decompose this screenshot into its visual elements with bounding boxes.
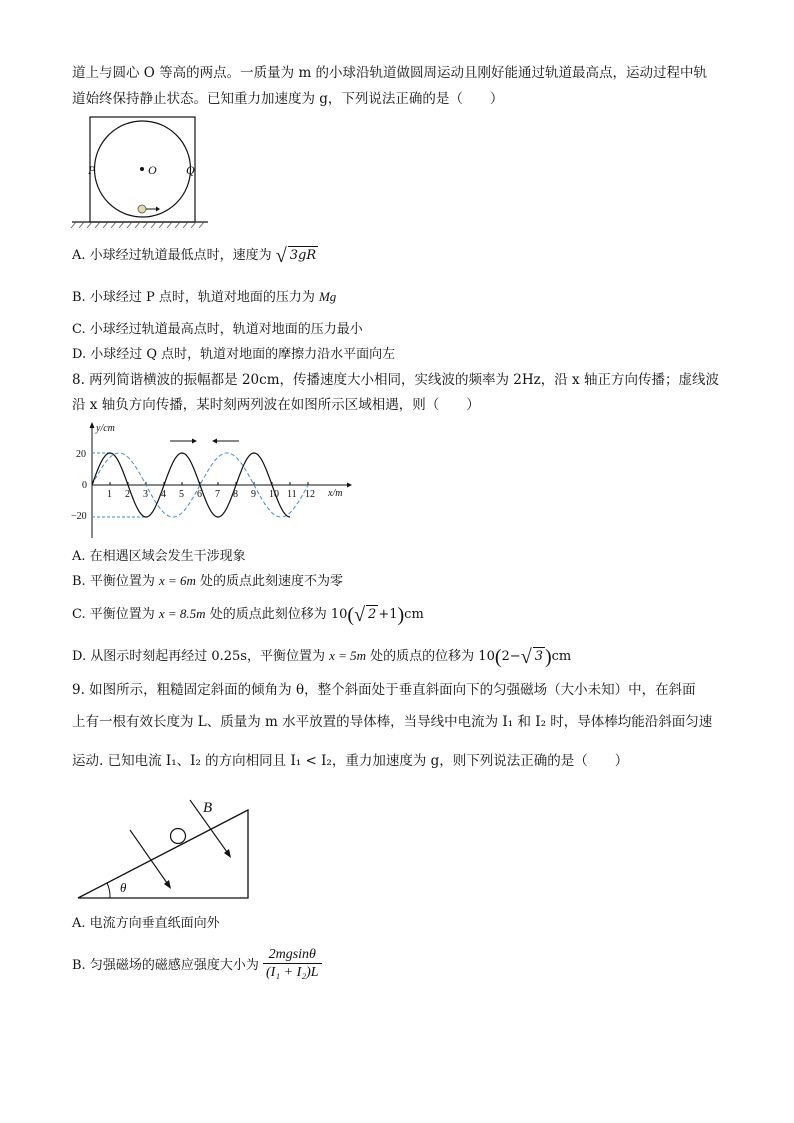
q8-option-a: A. 在相遇区域会发生干涉现象 [72,549,246,564]
q8-option-c-tail: +1 [378,607,398,622]
x-tick-label: 8 [233,489,238,500]
paren-open: ( [494,646,502,668]
center-point-O [140,167,144,171]
label-B: B [203,800,213,816]
sqrt-sign: √ [354,604,366,626]
q7-option-a-math: 3gR [289,248,317,263]
paren-close: ) [544,646,552,668]
q8-option-d-pre: D. 从图示时刻起再经过 0.25s，平衡位置为 [72,649,330,664]
q8-option-b-post: 处的质点此刻速度不为零 [195,574,344,589]
x-tick-label: 4 [161,489,166,500]
q9-option-b-text: B. 匀强磁场的磁感应强度大小为 [72,958,263,973]
q8-option-d-head: 2− [501,649,521,664]
field-arrow-left [130,830,167,883]
q7-line-2: 道始终保持静止状态。已知重力加速度为 g，下列说法正确的是（ ） [72,91,504,107]
q8-option-c-pre: C. 平衡位置为 [72,607,159,622]
q7-circular-track-figure [70,112,210,232]
x-tick-label: 10 [269,489,279,500]
q9-line-1: 9. 如图所示，粗糙固定斜面的倾角为 θ，整个斜面处于垂直斜面向下的匀强磁场（大小未知）中，在斜面 [72,682,696,698]
q9-line-3: 运动. 已知电流 I₁、I₂ 的方向相同且 I₁ < I₂，重力加速度为 g，则下列说法正确的是（ ） [72,753,629,769]
q7-option-a [72,246,318,265]
q9-incline-figure [70,790,260,905]
q7-option-b-text: B. 小球经过 P 点时，轨道对地面的压力为 [72,290,319,305]
label-theta: θ [120,880,127,895]
ball-arrowhead [156,207,160,212]
y-axis-label: y/cm [96,423,115,434]
q7-option-c: C. 小球经过轨道最高点时，轨道对地面的压力最小 [72,322,363,337]
incline [78,810,248,898]
small-ball [138,205,146,213]
q8-option-c [72,605,424,624]
q7-option-d: D. 小球经过 Q 点时，轨道对地面的摩擦力沿水平面向左 [72,347,396,362]
q8-option-c-unit: cm [404,607,424,622]
x-tick-label: 5 [179,489,184,500]
angle-arc [107,883,110,898]
field-arrow-left-head [164,880,171,889]
fraction-numerator: 2mgsinθ [263,946,322,964]
q8-option-d-unit: cm [551,649,572,664]
label-Q: Q [186,163,195,177]
q8-option-b [72,572,343,591]
q8-option-c-mid: 处的质点此刻位移为 10 [205,607,348,622]
q8-option-b-pre: B. 平衡位置为 [72,574,159,589]
x-tick-label: 6 [197,489,202,500]
x-tick-label: 12 [305,489,315,500]
label-P: P [88,163,96,177]
x-tick-label: 3 [143,489,148,500]
q8-option-c-math: x = 8.5m [158,606,206,621]
x-tick-label: 9 [251,489,256,500]
x-tick-label: 1 [107,489,112,500]
q8-option-c-sqrt: 2 [368,607,377,622]
q9-option-b [72,946,322,981]
label-O: O [148,163,157,177]
q8-wave-graph [62,418,362,540]
sqrt-sign: √ [275,245,287,267]
y-tick-20: 20 [76,449,86,460]
y-tick-neg20: −20 [71,511,87,522]
x-tick-label: 2 [125,489,130,500]
x-axis-arrow [347,483,352,488]
q7-option-b [72,288,336,307]
arrow-right-head [192,439,197,444]
q8-option-d-mid: 处的质点的位移为 10 [366,649,495,664]
x-tick-label: 7 [215,489,220,500]
paren-open: ( [347,604,355,626]
q9-option-a: A. 电流方向垂直纸面向外 [72,916,220,931]
q8-option-d-sqrt: 3 [534,649,543,664]
sqrt-sign: √ [520,646,532,668]
q9-line-2: 上有一根有效长度为 L、质量为 m 水平放置的导体棒，当导线中电流为 I₁ 和 I₂ 时，导体棒均能沿斜面匀速 [72,714,713,730]
x-axis-label: x/m [328,488,343,499]
x-tick-label: 11 [287,489,297,500]
q8-line-1: 8. 两列简谐横波的振幅都是 20cm，传播速度大小相同，实线波的频率为 2Hz，沿 x 轴正方向传播；虚线波 [72,372,719,388]
arrow-left-head [212,439,217,444]
q7-line-1: 道上与圆心 O 等高的两点。一质量为 m 的小球沿轨道做圆周运动且刚好能通过轨道最高点，运动过程中轨 [72,65,708,81]
q9-option-b-fraction [263,946,322,981]
field-arrow-right-head [224,849,231,858]
fraction-denominator: (I₁ + I₂)L [265,965,319,980]
q7-option-b-math: Mg [318,289,337,304]
q8-option-b-math: x = 6m [158,573,196,588]
conductor-rod [171,829,186,844]
q8-option-d [72,647,571,666]
q7-option-a-text: A. 小球经过轨道最低点时，速度为 [72,248,276,263]
ground-hatching [71,222,204,228]
y-tick-0: 0 [82,480,87,491]
q8-line-2: 沿 x 轴负方向传播，某时刻两列波在如图所示区域相遇，则（ ） [72,397,480,413]
y-axis-arrow [90,422,95,428]
paren-close: ) [397,604,405,626]
q8-option-d-math: x = 5m [329,648,367,663]
